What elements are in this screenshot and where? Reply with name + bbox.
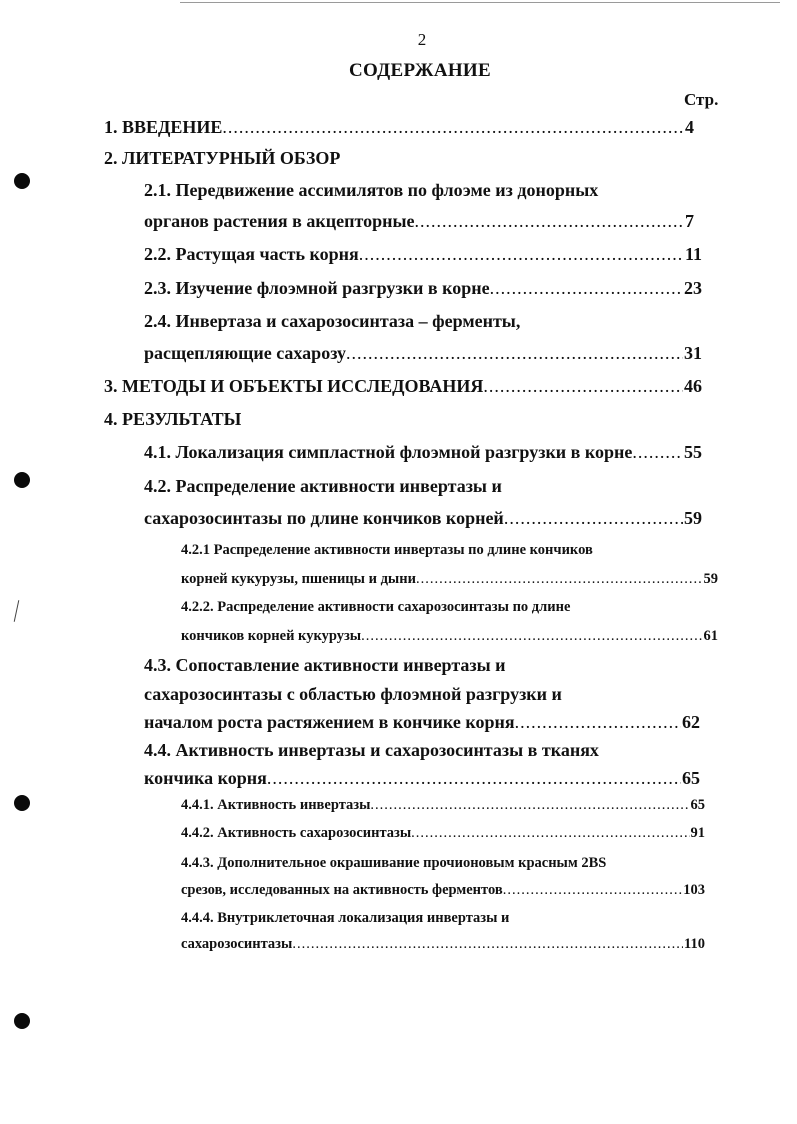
toc-entry-2-1-line1: 2.1. Передвижение ассимилятов по флоэме из донорных <box>144 180 599 200</box>
binder-hole-icon <box>14 795 30 811</box>
binder-hole-icon <box>14 1013 30 1029</box>
toc-entry-title: 4.4.1. Активность инвертазы <box>181 797 371 813</box>
toc-entry-page: 59 <box>703 571 718 587</box>
toc-entry-page: 11 <box>684 244 702 264</box>
toc-entry-title: корней кукурузы, пшеницы и дыни <box>181 571 416 587</box>
toc-entry-title: кончиков корней кукурузы <box>181 628 362 644</box>
toc-entry-4-3-line1: 4.3. Сопоставление активности инвертазы и <box>144 655 506 675</box>
toc-entry-title: расщепляющие сахарозу <box>144 343 347 363</box>
toc-entry-title: сахарозосинтазы по длине кончиков корней <box>144 508 504 528</box>
toc-entry-page: 91 <box>690 825 705 841</box>
toc-heading-lit-obzor: 2. ЛИТЕРАТУРНЫЙ ОБЗОР <box>104 148 341 168</box>
toc-entry-metody <box>104 376 702 397</box>
toc-entry-2-2 <box>144 244 702 265</box>
toc-entry-page: 23 <box>684 278 702 298</box>
toc-entry-title: сахарозосинтазы <box>181 936 293 952</box>
toc-leader-dots <box>222 117 684 138</box>
toc-entry-2-1 <box>144 211 694 232</box>
toc-entry-4-4-3 <box>181 882 705 899</box>
toc-entry-4-2-1-line1: 4.2.1 Распределение активности инвертазы по длине кончиков <box>181 542 593 558</box>
toc-entry-4-4-4-line1: 4.4.4. Внутриклеточная локализация инвертазы и <box>181 910 510 926</box>
toc-entry-title: органов растения в акцепторные <box>144 211 415 231</box>
toc-entry-4-2-line1: 4.2. Распределение активности инвертазы и <box>144 476 502 496</box>
toc-leader-dots <box>370 797 689 814</box>
toc-leader-dots <box>632 442 683 463</box>
page-number: 2 <box>417 30 427 49</box>
toc-leader-dots <box>415 211 685 232</box>
toc-entry-vvedenie <box>104 117 694 138</box>
toc-heading-rezultaty: 4. РЕЗУЛЬТАТЫ <box>104 409 242 429</box>
toc-entry-page: 31 <box>684 343 702 363</box>
toc-leader-dots <box>346 343 683 364</box>
toc-entry-2-3 <box>144 278 702 299</box>
binder-hole-icon <box>14 472 30 488</box>
pen-mark <box>14 600 20 622</box>
toc-entry-4-3-line2: сахарозосинтазы с областью флоэмной разгрузки и <box>144 684 562 704</box>
toc-leader-dots <box>483 376 683 397</box>
toc-entry-page: 46 <box>684 376 702 396</box>
toc-entry-4-4-3-line1: 4.4.3. Дополнительное окрашивание прочионовым красным 2BS <box>181 855 607 871</box>
toc-entry-page: 55 <box>684 442 702 462</box>
toc-entry-title: началом роста растяжением в кончике корня <box>144 712 515 732</box>
toc-entry-page: 61 <box>703 628 718 644</box>
toc-entry-4-2-1 <box>181 571 718 588</box>
toc-entry-page: 59 <box>684 508 702 528</box>
toc-entry-2-4 <box>144 343 702 364</box>
toc-entry-4-1 <box>144 442 702 463</box>
toc-entry-4-2-2 <box>181 628 718 645</box>
toc-leader-dots <box>490 278 683 299</box>
toc-leader-dots <box>504 508 683 529</box>
toc-entry-page: 4 <box>685 117 694 137</box>
toc-entry-4-4-line1: 4.4. Активность инвертазы и сахарозосинтазы в тканях <box>144 740 599 760</box>
toc-entry-page: 65 <box>690 797 705 813</box>
toc-leader-dots <box>411 825 689 842</box>
toc-leader-dots <box>416 571 703 588</box>
toc-leader-dots <box>359 244 684 265</box>
toc-entry-4-4-1 <box>181 797 705 814</box>
toc-leader-dots <box>515 712 681 733</box>
toc-entry-4-3 <box>144 712 700 733</box>
toc-entry-title: 1. ВВЕДЕНИЕ <box>104 117 223 137</box>
toc-leader-dots <box>267 768 681 789</box>
page-column-label: Стр. <box>684 90 719 109</box>
toc-entry-4-2-2-line1: 4.2.2. Распределение активности сахарозосинтазы по длине <box>181 599 571 615</box>
toc-entry-page: 62 <box>682 712 700 732</box>
toc-leader-dots <box>361 628 702 645</box>
toc-entry-2-4-line1: 2.4. Инвертаза и сахарозосинтаза – ферменты, <box>144 311 521 331</box>
toc-leader-dots <box>292 936 683 953</box>
toc-entry-title: 2.3. Изучение флоэмной разгрузки в корне <box>144 278 490 298</box>
toc-entry-4-4 <box>144 768 700 789</box>
toc-entry-4-4-2 <box>181 825 705 842</box>
toc-entry-title: 2.2. Растущая часть корня <box>144 244 359 264</box>
toc-entry-title: 4.1. Локализация симпластной флоэмной разгрузки в корне <box>144 442 633 462</box>
scan-top-edge-line <box>180 2 780 3</box>
toc-entry-title: кончика корня <box>144 768 267 788</box>
toc-entry-title: срезов, исследованных на активность ферментов <box>181 882 503 898</box>
page-title: СОДЕРЖАНИЕ <box>349 60 491 81</box>
toc-entry-title: 4.4.2. Активность сахарозосинтазы <box>181 825 412 841</box>
toc-entry-page: 110 <box>684 936 705 952</box>
binder-hole-icon <box>14 173 30 189</box>
toc-entry-title: 3. МЕТОДЫ И ОБЪЕКТЫ ИССЛЕДОВАНИЯ <box>104 376 484 396</box>
toc-entry-4-4-4 <box>181 936 705 953</box>
toc-leader-dots <box>503 882 683 899</box>
toc-entry-4-2 <box>144 508 702 529</box>
toc-entry-page: 103 <box>683 882 705 898</box>
toc-entry-page: 7 <box>685 211 694 231</box>
toc-entry-page: 65 <box>682 768 700 788</box>
